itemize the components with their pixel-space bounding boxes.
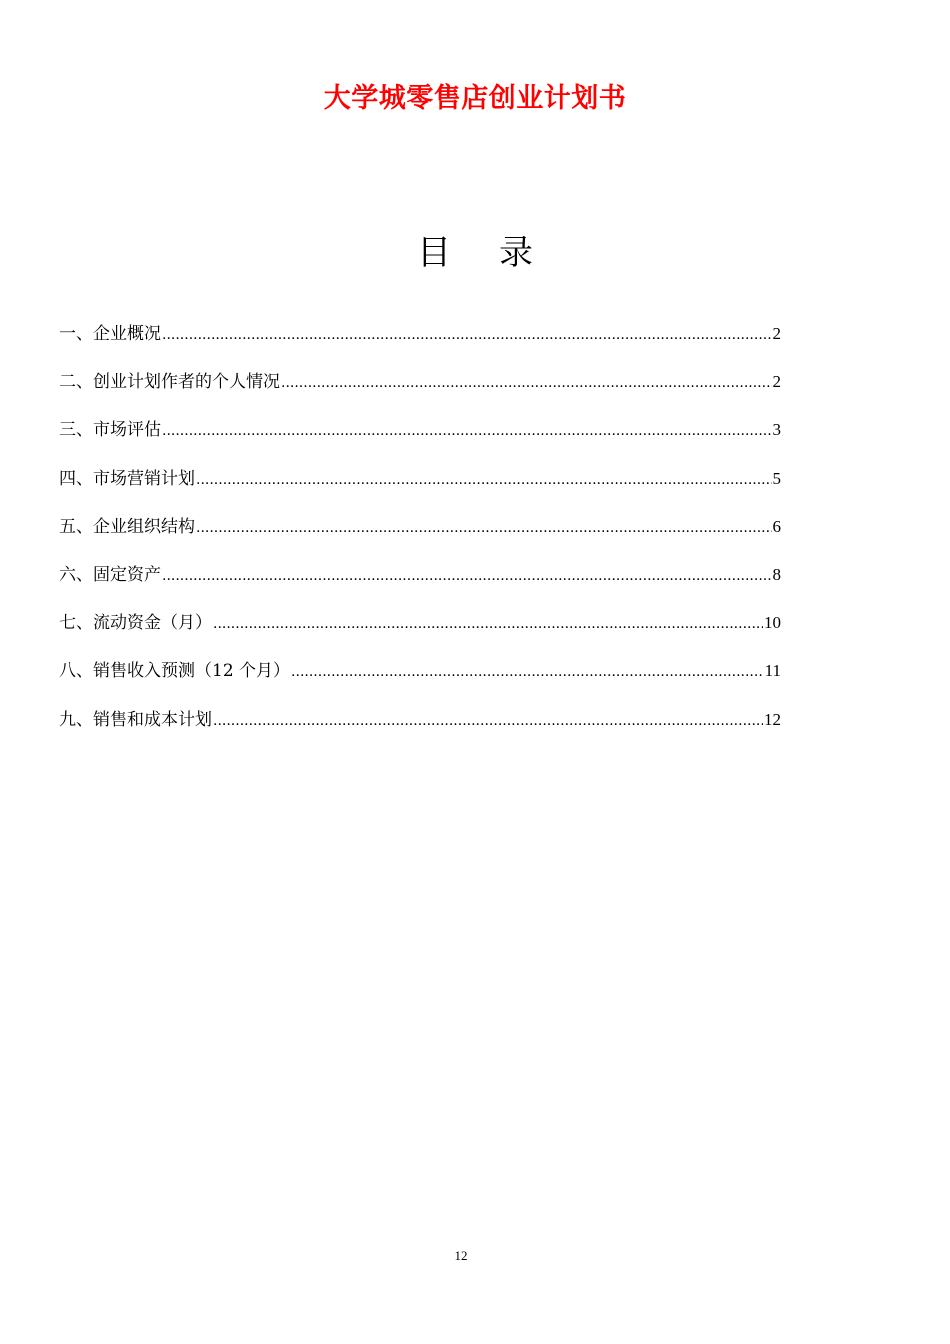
toc-item-page: 5 [772, 468, 781, 488]
toc-item-page: 12 [764, 709, 781, 729]
toc-item[interactable] [59, 464, 781, 512]
toc-dot-leader [213, 706, 763, 736]
toc-item-label: 六、固定资产 [59, 564, 161, 585]
toc-item[interactable] [59, 367, 781, 415]
toc-item-page: 8 [772, 564, 781, 584]
toc-dot-leader [162, 320, 772, 350]
toc-item-page: 2 [772, 324, 781, 343]
toc-item-page: 6 [772, 516, 781, 536]
toc-item[interactable] [59, 560, 781, 608]
toc-item[interactable] [59, 656, 781, 704]
toc-item-label: 九、销售和成本计划 [59, 709, 212, 730]
toc-item-label: 五、企业组织结构 [59, 516, 195, 537]
toc-item-label: 四、市场营销计划 [59, 468, 195, 489]
toc-dot-leader [196, 465, 772, 495]
toc-item-label: 八、销售收入预测（12 个月） [59, 661, 291, 682]
toc-item-label: 二、创业计划作者的个人情况 [59, 372, 280, 393]
page-number: 12 [454, 1248, 468, 1263]
toc-item-label: 一、企业概况 [59, 324, 161, 344]
toc-item-page: 10 [764, 613, 781, 633]
toc-dot-leader [291, 657, 764, 687]
toc-item-page: 2 [772, 372, 781, 392]
toc-heading-left: 目 [417, 233, 451, 273]
toc-heading-right: 录 [499, 233, 533, 273]
document-title: 大学城零售店创业计划书 [323, 83, 627, 114]
toc-item-label: 七、流动资金（月） [59, 613, 212, 634]
toc-dot-leader [196, 513, 772, 543]
toc-item-label: 三、市场评估 [59, 420, 161, 441]
toc-dot-leader [162, 561, 772, 591]
toc-dot-leader [281, 368, 772, 398]
toc-list [59, 319, 781, 753]
toc-item[interactable] [59, 319, 781, 367]
toc-dot-leader [213, 609, 763, 639]
toc-dot-leader [162, 416, 772, 446]
toc-item[interactable] [59, 705, 781, 753]
toc-item-page: 11 [764, 661, 781, 681]
toc-item[interactable] [59, 415, 781, 463]
toc-item[interactable] [59, 512, 781, 560]
toc-heading [0, 225, 950, 274]
toc-item-page: 3 [772, 420, 781, 440]
toc-item[interactable] [59, 608, 781, 656]
